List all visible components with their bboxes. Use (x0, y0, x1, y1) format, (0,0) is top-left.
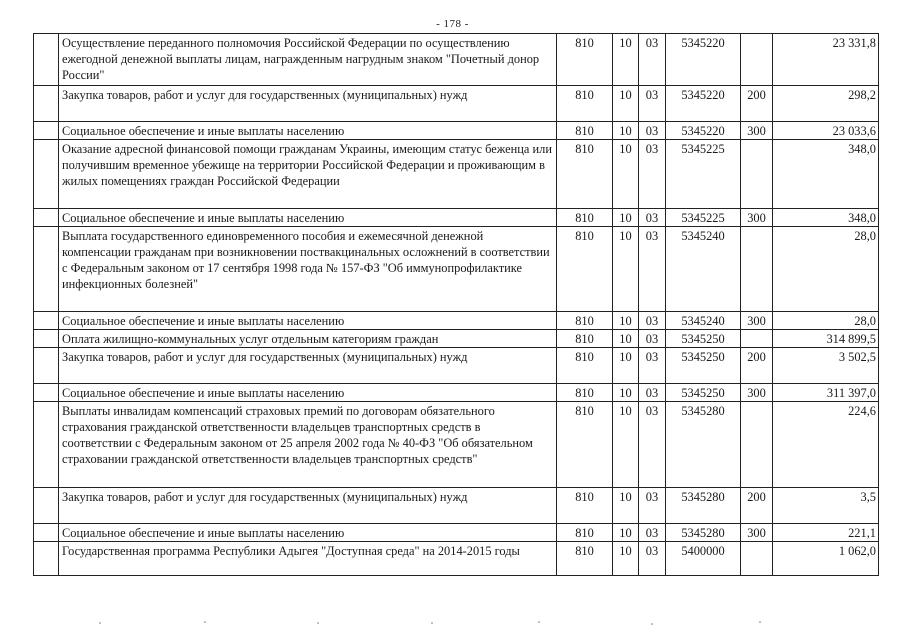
ministry-code-cell: 810 (557, 542, 613, 576)
description-cell: Оказание адресной финансовой помощи гражданам Украины, имеющим статус беженца или получившим временное убежище на территории Российской Федерации и проживающим в жилых помещениях граждан Российской Федерации (59, 140, 557, 209)
description-cell: Социальное обеспечение и иные выплаты населению (59, 209, 557, 227)
section-code-cell: 10 (613, 140, 639, 209)
section-code-cell: 10 (613, 34, 639, 86)
table-row (34, 86, 879, 122)
section-code-cell: 10 (613, 542, 639, 576)
target-item-cell: 5345220 (666, 86, 741, 122)
amount-cell: 28,0 (773, 227, 879, 312)
target-item-cell: 5345280 (666, 402, 741, 488)
expense-type-cell: 300 (741, 122, 773, 140)
table-row (34, 227, 879, 312)
section-code-cell: 10 (613, 122, 639, 140)
row-margin-cell (34, 524, 59, 542)
description-cell: Закупка товаров, работ и услуг для государственных (муниципальных) нужд (59, 86, 557, 122)
page-number: - 178 - (436, 18, 469, 30)
section-code-cell: 10 (613, 86, 639, 122)
description-cell: Осуществление переданного полномочия Российской Федерации по осуществлению ежегодной денежной выплаты лицам, награжденным нагрудным знаком "Почетный донор России" (59, 34, 557, 86)
subsection-code-cell: 03 (639, 330, 666, 348)
ministry-code-cell: 810 (557, 140, 613, 209)
amount-cell: 3 502,5 (773, 348, 879, 384)
subsection-code-cell: 03 (639, 209, 666, 227)
description-cell: Оплата жилищно-коммунальных услуг отдельным категориям граждан (59, 330, 557, 348)
row-margin-cell (34, 488, 59, 524)
ministry-code-cell: 810 (557, 348, 613, 384)
ministry-code-cell: 810 (557, 209, 613, 227)
ministry-code-cell: 810 (557, 86, 613, 122)
ministry-code-cell: 810 (557, 402, 613, 488)
section-code-cell: 10 (613, 312, 639, 330)
target-item-cell: 5345280 (666, 524, 741, 542)
subsection-code-cell: 03 (639, 524, 666, 542)
budget-table (33, 33, 879, 576)
target-item-cell: 5345250 (666, 330, 741, 348)
amount-cell: 348,0 (773, 209, 879, 227)
subsection-code-cell: 03 (639, 348, 666, 384)
expense-type-cell (741, 330, 773, 348)
subsection-code-cell: 03 (639, 122, 666, 140)
row-margin-cell (34, 140, 59, 209)
expense-type-cell: 300 (741, 384, 773, 402)
row-margin-cell (34, 86, 59, 122)
row-margin-cell (34, 312, 59, 330)
subsection-code-cell: 03 (639, 140, 666, 209)
row-margin-cell (34, 402, 59, 488)
description-cell: Социальное обеспечение и иные выплаты населению (59, 384, 557, 402)
expense-type-cell (741, 542, 773, 576)
target-item-cell: 5345240 (666, 312, 741, 330)
ministry-code-cell: 810 (557, 227, 613, 312)
table-row (34, 348, 879, 384)
ministry-code-cell: 810 (557, 524, 613, 542)
target-item-cell: 5345225 (666, 140, 741, 209)
ministry-code-cell: 810 (557, 312, 613, 330)
subsection-code-cell: 03 (639, 384, 666, 402)
table-row (34, 312, 879, 330)
amount-cell: 23 033,6 (773, 122, 879, 140)
ministry-code-cell: 810 (557, 122, 613, 140)
amount-cell: 221,1 (773, 524, 879, 542)
table-row (34, 34, 879, 86)
subsection-code-cell: 03 (639, 488, 666, 524)
description-cell: Социальное обеспечение и иные выплаты населению (59, 122, 557, 140)
section-code-cell: 10 (613, 384, 639, 402)
section-code-cell: 10 (613, 488, 639, 524)
amount-cell: 298,2 (773, 86, 879, 122)
ministry-code-cell: 810 (557, 330, 613, 348)
amount-cell: 224,6 (773, 402, 879, 488)
table-row (34, 122, 879, 140)
table-body (34, 34, 879, 576)
row-margin-cell (34, 122, 59, 140)
row-margin-cell (34, 34, 59, 86)
expense-type-cell: 300 (741, 312, 773, 330)
table-row (34, 524, 879, 542)
table-row (34, 384, 879, 402)
target-item-cell: 5345220 (666, 34, 741, 86)
table-row (34, 402, 879, 488)
row-margin-cell (34, 384, 59, 402)
section-code-cell: 10 (613, 402, 639, 488)
amount-cell: 1 062,0 (773, 542, 879, 576)
ministry-code-cell: 810 (557, 384, 613, 402)
subsection-code-cell: 03 (639, 86, 666, 122)
amount-cell: 28,0 (773, 312, 879, 330)
row-margin-cell (34, 542, 59, 576)
table-row (34, 209, 879, 227)
section-code-cell: 10 (613, 330, 639, 348)
section-code-cell: 10 (613, 227, 639, 312)
section-code-cell: 10 (613, 524, 639, 542)
description-cell: Государственная программа Республики Адыгея "Доступная среда" на 2014-2015 годы (59, 542, 557, 576)
subsection-code-cell: 03 (639, 402, 666, 488)
amount-cell: 348,0 (773, 140, 879, 209)
subsection-code-cell: 03 (639, 312, 666, 330)
table-row (34, 488, 879, 524)
row-margin-cell (34, 227, 59, 312)
amount-cell: 311 397,0 (773, 384, 879, 402)
section-code-cell: 10 (613, 348, 639, 384)
target-item-cell: 5345250 (666, 384, 741, 402)
target-item-cell: 5345225 (666, 209, 741, 227)
amount-cell: 3,5 (773, 488, 879, 524)
description-cell: Выплата государственного единовременного пособия и ежемесячной денежной компенсации гражданам при возникновении поствакцинальных осложнений в соответствии с Федеральным законом от 17 сентября 1998 года № 157-ФЗ "Об иммунопрофилактике инфекционных болезней" (59, 227, 557, 312)
target-item-cell: 5345250 (666, 348, 741, 384)
expense-type-cell (741, 227, 773, 312)
description-cell: Выплаты инвалидам компенсаций страховых премий по договорам обязательного страхования гражданской ответственности владельцев транспортных средств в соответствии с Федеральным законом от 25 апреля 2002 года № 40-ФЗ "Об обязательном страховании гражданской ответственности владельцев транспортных средств" (59, 402, 557, 488)
description-cell: Закупка товаров, работ и услуг для государственных (муниципальных) нужд (59, 488, 557, 524)
expense-type-cell: 200 (741, 348, 773, 384)
target-item-cell: 5400000 (666, 542, 741, 576)
expense-type-cell: 200 (741, 488, 773, 524)
ministry-code-cell: 810 (557, 488, 613, 524)
target-item-cell: 5345220 (666, 122, 741, 140)
row-margin-cell (34, 209, 59, 227)
subsection-code-cell: 03 (639, 227, 666, 312)
ministry-code-cell: 810 (557, 34, 613, 86)
table-row (34, 542, 879, 576)
table-row (34, 140, 879, 209)
expense-type-cell: 300 (741, 209, 773, 227)
table-row (34, 330, 879, 348)
expense-type-cell (741, 402, 773, 488)
row-margin-cell (34, 330, 59, 348)
target-item-cell: 5345240 (666, 227, 741, 312)
amount-cell: 23 331,8 (773, 34, 879, 86)
section-code-cell: 10 (613, 209, 639, 227)
scan-noise (0, 618, 905, 628)
target-item-cell: 5345280 (666, 488, 741, 524)
expense-type-cell: 300 (741, 524, 773, 542)
expense-type-cell (741, 140, 773, 209)
description-cell: Социальное обеспечение и иные выплаты населению (59, 524, 557, 542)
row-margin-cell (34, 348, 59, 384)
description-cell: Закупка товаров, работ и услуг для государственных (муниципальных) нужд (59, 348, 557, 384)
subsection-code-cell: 03 (639, 542, 666, 576)
description-cell: Социальное обеспечение и иные выплаты населению (59, 312, 557, 330)
subsection-code-cell: 03 (639, 34, 666, 86)
amount-cell: 314 899,5 (773, 330, 879, 348)
expense-type-cell: 200 (741, 86, 773, 122)
expense-type-cell (741, 34, 773, 86)
